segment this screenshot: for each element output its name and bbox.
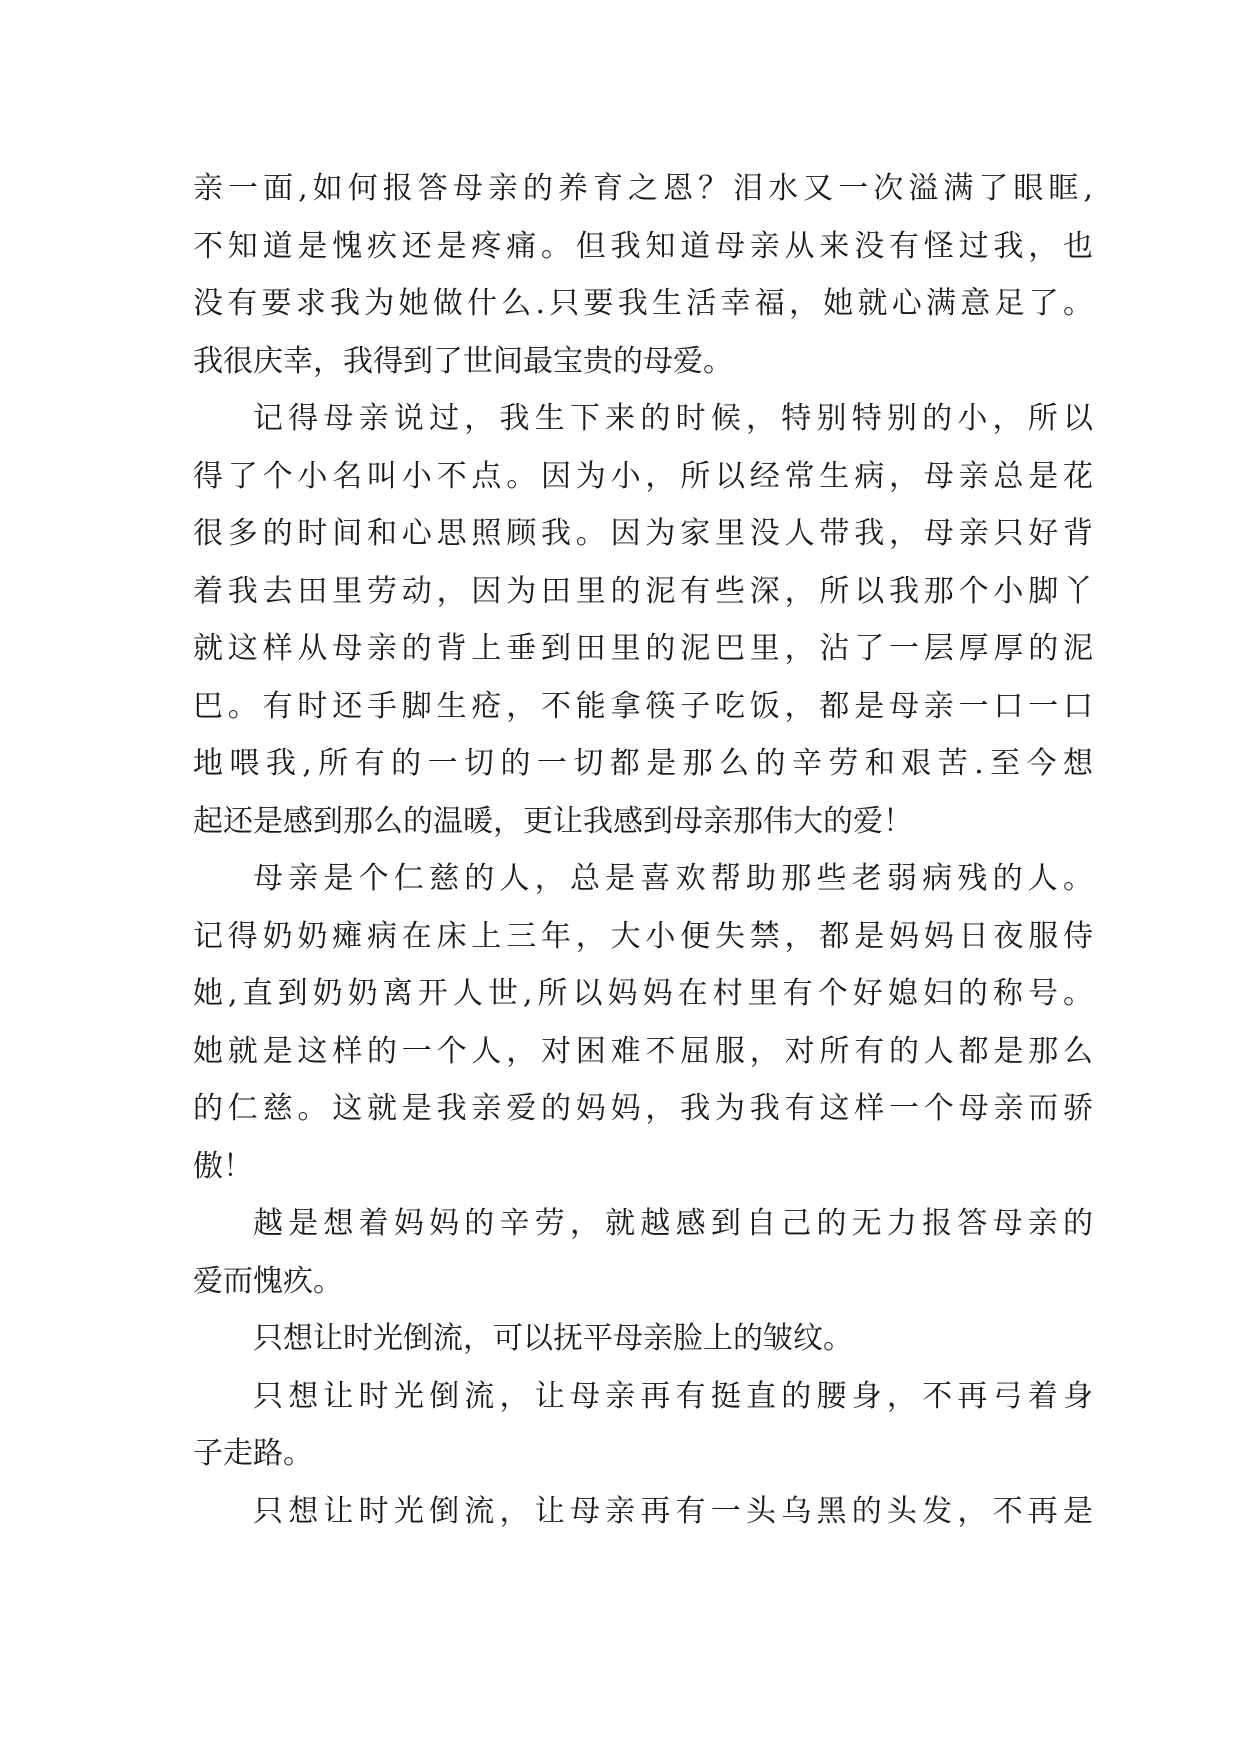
text-line: 不知道是愧疚还是疼痛。但我知道母亲从来没有怪过我，也: [193, 228, 1093, 264]
text-line: 起还是感到那么的温暖，更让我感到母亲那伟大的爱！: [193, 803, 913, 839]
paragraph-first-line: 记得母亲说过，我生下来的时候，特别特别的小，所以: [253, 401, 1093, 436]
text-line: 爱而愧疚。: [193, 1263, 343, 1299]
text-line: 就这样从母亲的背上垂到田里的泥巴里，沾了一层厚厚的泥: [193, 631, 1093, 666]
paragraph-first-line: 母亲是个仁慈的人，总是喜欢帮助那些老弱病残的人。: [253, 861, 1093, 896]
text-line: 地喂我,所有的一切的一切都是那么的辛劳和艰苦.至今想: [193, 746, 1093, 781]
paragraph-first-line: 越是想着妈妈的辛劳，就越感到自己的无力报答母亲的: [253, 1206, 1093, 1241]
text-line: 亲一面,如何报答母亲的养育之恩？泪水又一次溢满了眼眶,: [193, 171, 1093, 206]
text-line: 我很庆幸，我得到了世间最宝贵的母爱。: [193, 343, 733, 379]
text-line: 巴。有时还手脚生疮，不能拿筷子吃饭，都是母亲一口一口: [193, 688, 1093, 724]
text-line: 没有要求我为她做什么.只要我生活幸福，她就心满意足了。: [193, 286, 1093, 321]
text-line: 得了个小名叫小不点。因为小，所以经常生病，母亲总是花: [193, 458, 1093, 494]
body-text: [193, 160, 1093, 1540]
paragraph-first-line: 只想让时光倒流，让母亲再有挺直的腰身，不再弓着身: [253, 1378, 1093, 1414]
text-line: 着我去田里劳动，因为田里的泥有些深，所以我那个小脚丫: [193, 573, 1093, 609]
text-line: 子走路。: [193, 1436, 313, 1471]
paragraph-first-line: 只想让时光倒流，可以抚平母亲脸上的皱纹。: [253, 1321, 853, 1356]
text-line: 的仁慈。这就是我亲爱的妈妈，我为我有这样一个母亲而骄: [193, 1091, 1093, 1126]
text-line: 她就是这样的一个人，对困难不屈服，对所有的人都是那么: [193, 1033, 1093, 1069]
text-line: 她,直到奶奶离开人世,所以妈妈在村里有个好媳妇的称号。: [193, 976, 1093, 1011]
text-line: 很多的时间和心思照顾我。因为家里没人带我，母亲只好背: [193, 516, 1093, 551]
text-line: 傲！: [193, 1148, 253, 1184]
text-line: 记得奶奶瘫病在床上三年，大小便失禁，都是妈妈日夜服侍: [193, 918, 1093, 954]
paragraph-first-line: 只想让时光倒流，让母亲再有一头乌黑的头发，不再是: [253, 1493, 1093, 1529]
